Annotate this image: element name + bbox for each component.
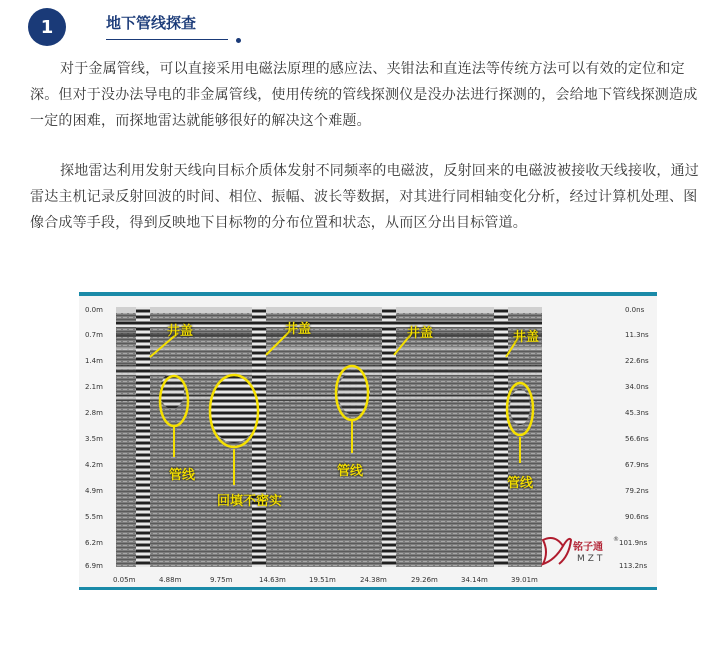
right-axis-tick: 67.9ns bbox=[625, 461, 649, 469]
left-axis-tick: 2.8m bbox=[85, 409, 103, 417]
left-axis-tick: 6.9m bbox=[85, 562, 103, 570]
right-axis-tick: 11.3ns bbox=[625, 331, 649, 339]
bottom-axis-tick: 9.75m bbox=[210, 576, 233, 584]
logo-name: 铭子通 bbox=[573, 542, 603, 553]
right-axis-tick: 101.9ns bbox=[619, 539, 648, 547]
manhole-reflection-4 bbox=[494, 307, 508, 567]
left-axis-tick: 3.5m bbox=[85, 435, 103, 443]
radargram-image bbox=[116, 307, 542, 567]
right-axis-tick: 79.2ns bbox=[625, 487, 649, 495]
label-manhole-1: 井盖 bbox=[167, 324, 194, 339]
manhole-reflection-1 bbox=[136, 307, 150, 567]
right-axis-tick: 22.6ns bbox=[625, 357, 649, 365]
label-manhole-3: 井盖 bbox=[407, 326, 434, 341]
right-axis-tick: 34.0ns bbox=[625, 383, 649, 391]
bottom-axis-tick: 14.63m bbox=[259, 576, 286, 584]
gpr-radargram-figure bbox=[79, 292, 657, 590]
section-number-badge: 1 bbox=[28, 8, 66, 46]
left-axis-tick: 2.1m bbox=[85, 383, 103, 391]
bottom-axis-tick: 19.51m bbox=[309, 576, 336, 584]
radargram-svg bbox=[116, 307, 542, 567]
right-axis-tick: 45.3ns bbox=[625, 409, 649, 417]
section-title: 地下管线探查 bbox=[106, 12, 228, 40]
left-axis-tick: 4.9m bbox=[85, 487, 103, 495]
left-axis-tick: 5.5m bbox=[85, 513, 103, 521]
right-axis-tick: 90.6ns bbox=[625, 513, 649, 521]
left-axis-tick: 0.7m bbox=[85, 331, 103, 339]
label-backfill: 回填不密实 bbox=[217, 494, 283, 509]
logo-subtitle: MZT bbox=[577, 554, 606, 564]
left-axis-tick: 1.4m bbox=[85, 357, 103, 365]
right-axis-tick: 0.0ns bbox=[625, 306, 645, 314]
label-pipe-2: 管线 bbox=[337, 464, 364, 479]
paragraph-2: 探地雷达利用发射天线向目标介质体发射不同频率的电磁波，反射回来的电磁波被接收天线接收，通过雷达主机记录反射回波的时间、相位、振幅、波长等数据，对其进行同相轴变化分析，经过计算机处理、图像合成等手段，得到反映地下目标物的分布位置和状态，从而区分出目标管道。 bbox=[30, 163, 699, 231]
section-header bbox=[28, 6, 288, 46]
label-pipe-1: 管线 bbox=[169, 468, 196, 483]
left-axis-tick: 6.2m bbox=[85, 539, 103, 547]
bottom-axis-tick: 34.14m bbox=[461, 576, 488, 584]
manhole-reflection-2 bbox=[252, 307, 266, 567]
decorative-dot bbox=[236, 38, 241, 43]
bottom-axis-tick: 39.01m bbox=[511, 576, 538, 584]
label-pipe-3: 管线 bbox=[507, 476, 534, 491]
left-axis-tick: 4.2m bbox=[85, 461, 103, 469]
left-axis-tick: 0.0m bbox=[85, 306, 103, 314]
logo-registered-mark: ® bbox=[613, 536, 619, 543]
label-manhole-4: 井盖 bbox=[513, 330, 540, 345]
right-axis-tick: 113.2ns bbox=[619, 562, 648, 570]
paragraph-1: 对于金属管线，可以直接采用电磁法原理的感应法、夹钳法和直连法等传统方法可以有效的定位和定深。但对于没办法导电的非金属管线，使用传统的管线探测仪是没办法进行探测的，会给地下管线探测造成一定的困难，而探地雷达就能够很好的解决这个难题。 bbox=[30, 61, 698, 129]
label-manhole-2: 井盖 bbox=[285, 322, 312, 337]
bottom-axis-tick: 29.26m bbox=[411, 576, 438, 584]
bottom-axis-tick: 24.38m bbox=[360, 576, 387, 584]
manhole-reflection-3 bbox=[382, 307, 396, 567]
bottom-axis-tick: 0.05m bbox=[113, 576, 136, 584]
right-axis-tick: 56.6ns bbox=[625, 435, 649, 443]
bottom-axis-tick: 4.88m bbox=[159, 576, 182, 584]
